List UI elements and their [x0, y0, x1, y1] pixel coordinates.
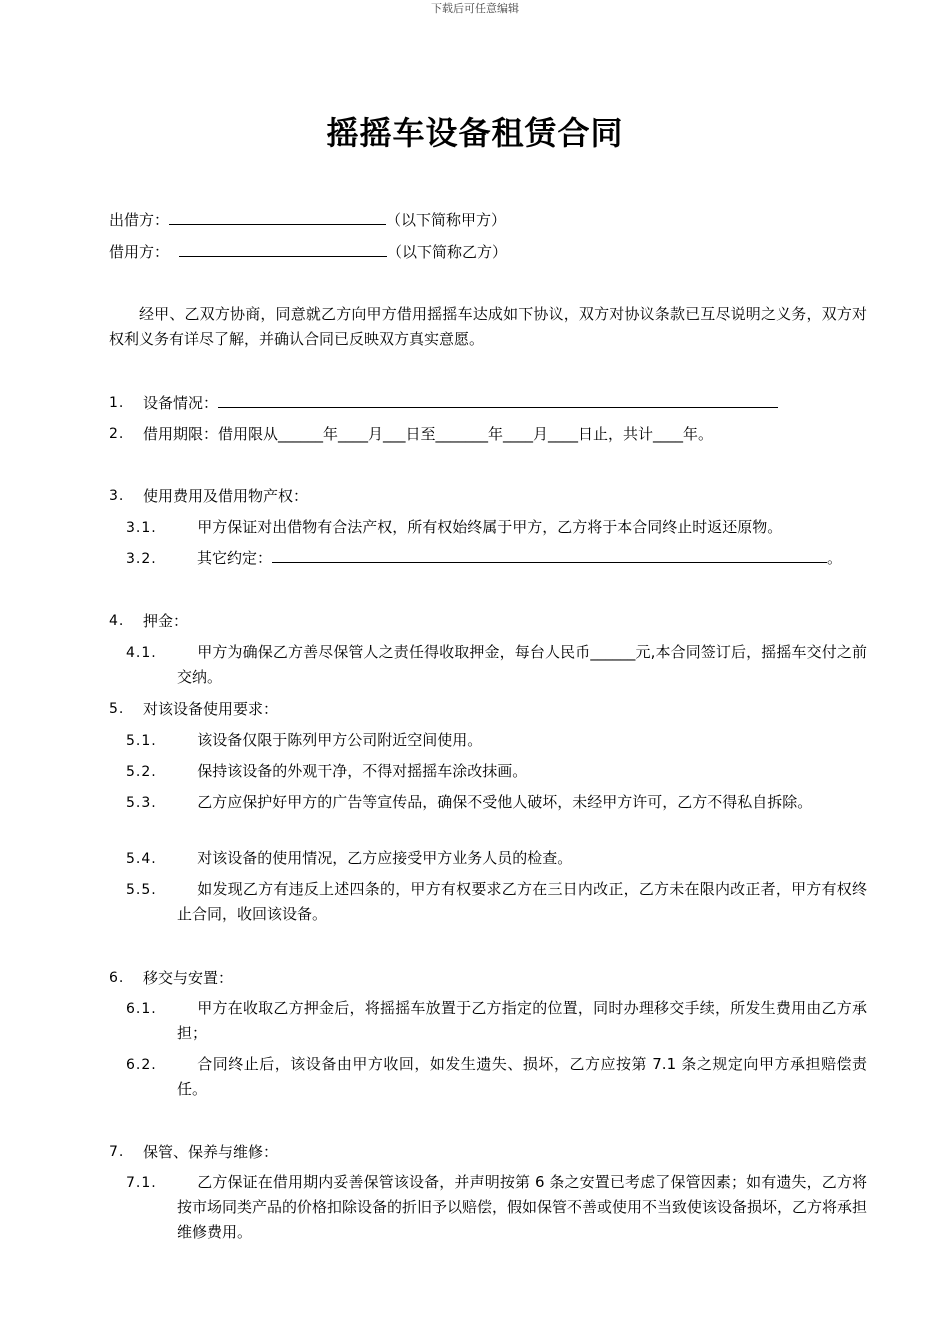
clause-3-1-text: 甲方保证对出借物有合法产权，所有权始终属于甲方，乙方将于本合同终止时返还原物。 [197, 518, 783, 536]
section-4-heading: 押金： [143, 612, 189, 630]
clause-5-5-text: 如发现乙方有违反上述四条的，甲方有权要求乙方在三日内改正，乙方未在限内改正者，甲方有权终止合同，收回该设备。 [177, 880, 867, 923]
borrower-suffix: （以下简称乙方） [387, 243, 508, 261]
clause-5-2-text: 保持该设备的外观干净，不得对摇摇车涂改抹画。 [197, 762, 528, 780]
lender-label: 出借方： [109, 211, 170, 229]
other-terms-blank[interactable] [272, 546, 827, 563]
section-6-number: 6. [109, 970, 125, 986]
clause-5-3-text: 乙方应保护好甲方的广告等宣传品，确保不受他人破坏，未经甲方许可，乙方不得私自拆除。 [197, 793, 813, 811]
clause-7-1-number: 7.1. [126, 1175, 157, 1191]
lender-suffix: （以下简称甲方） [386, 211, 507, 229]
section-2-text: 借用期限：借用限从______年____月___日至_______年____月____日止，共计____年。 [143, 425, 714, 443]
section-1-line [143, 391, 778, 415]
clause-6-2-number: 6.2. [126, 1057, 157, 1073]
document-title: 摇摇车设备租赁合同 [326, 114, 624, 152]
clause-5-4-text: 对该设备的使用情况，乙方应接受甲方业务人员的检查。 [197, 849, 573, 867]
clause-7-1-text: 乙方保证在借用期内妥善保管该设备，并声明按第 6 条之安置已考虑了保管因素；如有遗失，乙方将按市场同类产品的价格扣除设备的折旧予以赔偿，假如保管不善或使用不当致使该设备损坏，乙方将承担维修费用。 [177, 1173, 868, 1241]
clause-3-2-label: 其它约定： [197, 549, 273, 567]
section-1-label: 设备情况： [143, 394, 219, 412]
section-5-heading: 对该设备使用要求： [143, 700, 279, 718]
section-7-number: 7. [109, 1144, 125, 1160]
clause-5-5-number: 5.5. [126, 882, 157, 898]
section-3-heading: 使用费用及借用物产权： [143, 487, 309, 505]
section-1-number: 1. [109, 395, 125, 411]
section-4-number: 4. [109, 613, 125, 629]
clause-6-1-text: 甲方在收取乙方押金后，将摇摇车放置于乙方指定的位置，同时办理移交手续，所发生费用由乙方承担； [177, 999, 867, 1042]
clause-4-1-text: 甲方为确保乙方善尽保管人之责任得收取押金，每台人民币______元,本合同签订后，摇摇车交付之前交纳。 [177, 643, 867, 686]
clause-4-1-number: 4.1. [126, 645, 157, 661]
intro-paragraph: 经甲、乙双方协商，同意就乙方向甲方借用摇摇车达成如下协议，双方对协议条款已互尽说明之义务，双方对权利义务有详尽了解，并确认合同已反映双方真实意愿。 [109, 305, 867, 348]
clause-6-2-text: 合同终止后，该设备由甲方收回，如发生遗失、损坏，乙方应按第 7.1 条之规定向甲方承担赔偿责任。 [177, 1055, 867, 1098]
clause-5-4-number: 5.4. [126, 851, 157, 867]
borrower-line [109, 240, 507, 264]
clause-6-1-number: 6.1. [126, 1001, 157, 1017]
clause-5-1-text: 该设备仅限于陈列甲方公司附近空间使用。 [197, 731, 483, 749]
lender-line [109, 208, 506, 232]
lender-blank[interactable] [169, 208, 386, 225]
clause-3-1-number: 3.1. [126, 520, 157, 536]
equipment-blank[interactable] [218, 391, 778, 408]
header-note: 下载后可任意编辑 [431, 2, 519, 15]
section-7-heading: 保管、保养与维修： [143, 1143, 279, 1161]
clause-3-2-line [197, 546, 842, 570]
section-3-number: 3. [109, 488, 125, 504]
section-6-heading: 移交与安置： [143, 969, 234, 987]
section-2-number: 2. [109, 426, 125, 442]
clause-5-3-number: 5.3. [126, 795, 157, 811]
clause-5-2-number: 5.2. [126, 764, 157, 780]
clause-5-1-number: 5.1. [126, 733, 157, 749]
clause-3-2-number: 3.2. [126, 551, 157, 567]
borrower-label: 借用方： [109, 243, 170, 261]
borrower-blank[interactable] [179, 240, 387, 257]
clause-3-2-end: 。 [827, 549, 843, 567]
section-5-number: 5. [109, 701, 125, 717]
